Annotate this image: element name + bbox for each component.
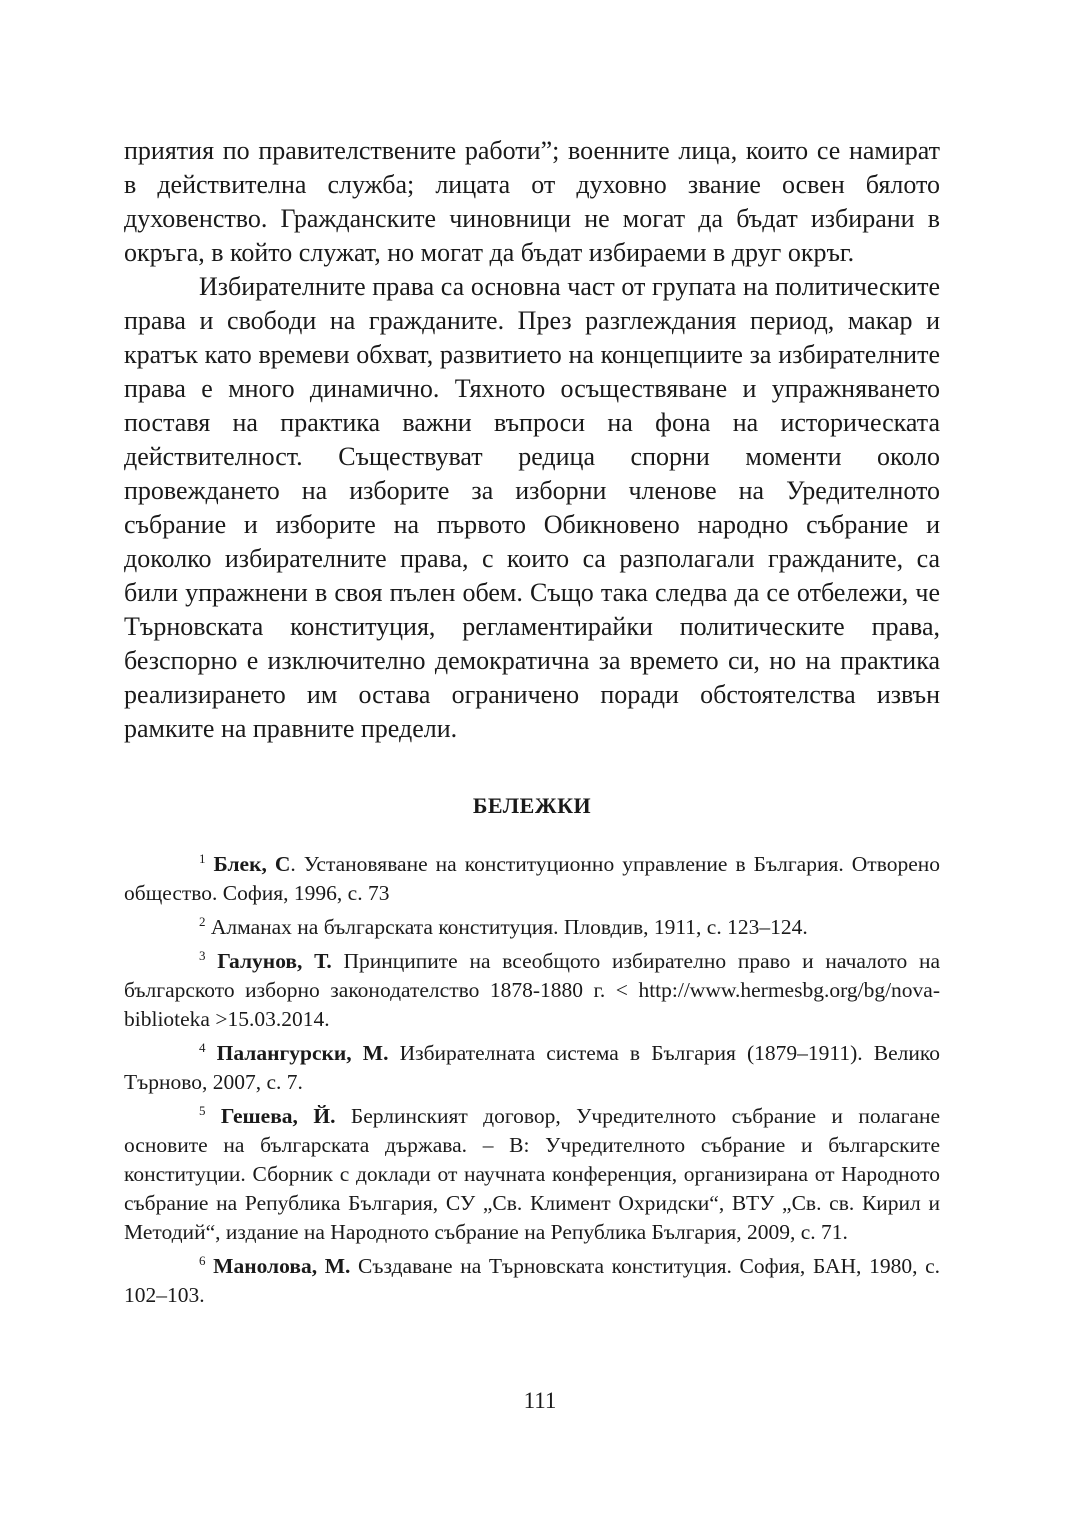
note-number: 4 xyxy=(199,1040,206,1055)
note-number: 2 xyxy=(199,914,206,929)
note-number: 6 xyxy=(199,1253,206,1268)
note-author: Манолова, М. xyxy=(213,1254,351,1278)
note-text: . Установяване на конституционно управление в България. Отворено общество. София, 1996, с. 73 xyxy=(124,852,940,905)
note-text: Принципите на всеобщото избирателно право и началото на българското изборно законодателство 1878-1880 г. < http://www.hermesbg.org/bg/nova-biblioteka >15.03.2014. xyxy=(124,949,941,1031)
notes-heading: БЕЛЕЖКИ xyxy=(472,793,592,818)
note-number: 3 xyxy=(199,948,206,963)
page-content xyxy=(124,134,940,1315)
body-text xyxy=(124,134,940,746)
page-number: 111 xyxy=(523,1388,557,1413)
note-author: Палангурски, М. xyxy=(216,1041,389,1065)
note-author: Гешева, Й. xyxy=(220,1104,336,1128)
note-2 xyxy=(124,913,940,942)
note-1 xyxy=(124,850,940,908)
note-5 xyxy=(124,1102,940,1247)
note-author: Галунов, Т. xyxy=(217,949,332,973)
note-6 xyxy=(124,1252,940,1310)
notes-list xyxy=(124,850,940,1310)
note-text: Създаване на Търновската конституция. София, БАН, 1980, с. 102–103. xyxy=(124,1254,941,1307)
note-number: 5 xyxy=(199,1103,206,1118)
note-text: Берлинският договор, Учредителното събрание и полагане основите на българската държава. – В: Учредителното събрание и българските конституции. Сборник с доклади от научната конференция, организирана от Народното събрание на Република България, СУ „Св. Климент Охридски“, ВТУ „Св. св. Кирил и Методий“, издание на Народното събрание на Република България, 2009, с. 71. xyxy=(124,1104,940,1244)
note-text: Алманах на българската конституция. Пловдив, 1911, с. 123–124. xyxy=(210,915,808,939)
note-text: Избирателната система в България (1879–1911). Велико Търново, 2007, с. 7. xyxy=(124,1041,941,1094)
note-4 xyxy=(124,1039,940,1097)
note-3 xyxy=(124,947,940,1034)
note-number: 1 xyxy=(199,851,206,866)
note-author: Блек, С xyxy=(213,852,291,876)
paragraph: Избирателните права са основна част от групата на политическите права и свободи на гражданите. През разглеждания период, макар и кратък като времеви обхват, развитието на концепциите за избирателните права е много динамично. Тяхното осъществяване и упражняването поставя на практика важни въпроси на фона на историческата действителност. Съществуват редица спорни моменти около провеждането на изборите за изборни членове на Уредителното събрание и изборите на първото Обикновено народно събрание и доколко избирателните права, с които са разполагали гражданите, са били упражнени в своя пълен обем. Също така следва да се отбележи, че Търновската конституция, регламентирайки политическите права, безспорно е изключително демократична за времето си, но на практика реализирането им остава ограничено поради обстоятелства извън рамките на правните предели. xyxy=(124,272,940,743)
paragraph: приятия по правителствените работи”; военните лица, които се намират в действителна служба; лицата от духовно звание освен бялото духовенство. Гражданските чиновници не могат да бъдат избирани в окръга, в който служат, но могат да бъдат избираеми в друг окръг. xyxy=(124,136,940,267)
